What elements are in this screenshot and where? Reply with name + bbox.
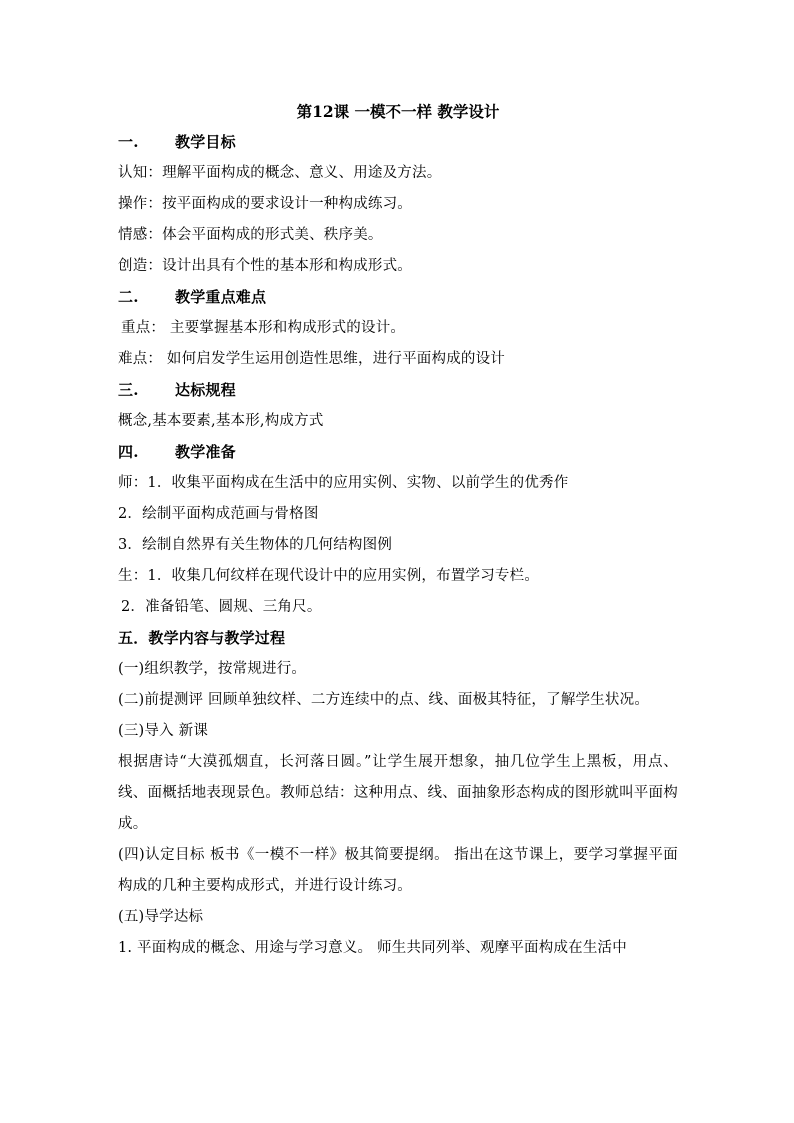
section-title: 达标规程 xyxy=(175,381,236,399)
section-heading-preparation xyxy=(118,437,678,468)
section-number: 三. xyxy=(118,381,139,399)
document-page xyxy=(118,96,678,964)
preparation-item: 2．准备铅笔、圆规、三角尺。 xyxy=(121,599,322,615)
preparation-item: 2．绘制平面构成范画与骨格图 xyxy=(118,506,319,522)
process-paragraph: (一)组织教学，按常规进行。 xyxy=(118,661,307,677)
section-heading-process: 五．教学内容与教学过程 xyxy=(118,629,286,647)
process-paragraph: (二)前提测评 回顾单独纹样、二方连续中的点、线、面极其特征，了解学生状况。 xyxy=(118,692,650,708)
key-point-item: 难点： 如何启发学生运用创造性思维，进行平面构成的设计 xyxy=(118,351,506,367)
section-title: 教学重点难点 xyxy=(175,288,267,306)
section-title: 教学准备 xyxy=(175,443,236,461)
process-paragraph: (三)导入 新课 xyxy=(118,723,209,739)
process-paragraph: (四)认定目标 板书《一模不一样》极其简要提纲。 指出在这节课上，要学习掌握平面构成的几种主要构成形式，并进行设计练习。 xyxy=(118,847,678,894)
preparation-item: 师：1．收集平面构成在生活中的应用实例、实物、以前学生的优秀作 xyxy=(118,475,569,491)
process-paragraph: 1. 平面构成的概念、用途与学习意义。 师生共同列举、观摩平面构成在生活中 xyxy=(118,940,627,956)
document-title: 第12课 一模不一样 教学设计 xyxy=(296,102,500,121)
section-heading-standards xyxy=(118,375,678,406)
goal-item: 情感：体会平面构成的形式美、秩序美。 xyxy=(118,227,383,243)
section-heading-key-points xyxy=(118,282,678,313)
process-paragraph: (五)导学达标 xyxy=(118,909,204,925)
process-paragraph: 根据唐诗“大漠孤烟直，长河落日圆。”让学生展开想象，抽几位学生上黑板，用点、线、面概括地表现景色。教师总结：这种用点、线、面抽象形态构成的图形就叫平面构成。 xyxy=(118,754,678,832)
section-number: 二. xyxy=(118,288,139,306)
section-title: 教学目标 xyxy=(175,133,236,151)
key-point-item: 重点： 主要掌握基本形和构成形式的设计。 xyxy=(121,320,406,336)
standards-text: 概念,基本要素,基本形,构成方式 xyxy=(118,413,324,429)
section-number: 四. xyxy=(118,443,139,461)
goal-item: 操作：按平面构成的要求设计一种构成练习。 xyxy=(118,196,412,212)
goal-item: 认知：理解平面构成的概念、意义、用途及方法。 xyxy=(118,165,442,181)
preparation-item: 3．绘制自然界有关生物体的几何结构图例 xyxy=(118,537,393,553)
preparation-item: 生：1．收集几何纹样在现代设计中的应用实例，布置学习专栏。 xyxy=(118,568,540,584)
goal-item: 创造：设计出具有个性的基本形和构成形式。 xyxy=(118,258,412,274)
section-heading-goals xyxy=(118,127,678,158)
section-number: 一. xyxy=(118,133,139,151)
